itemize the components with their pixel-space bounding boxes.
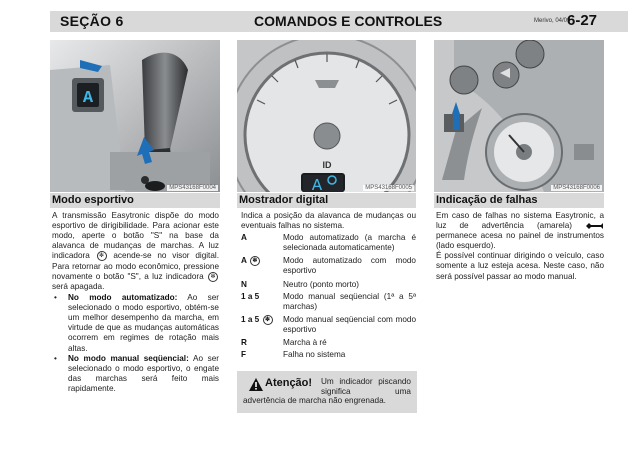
bullet-automated-title: No modo automatizado: [68,293,178,303]
row-key-group [241,315,274,325]
warning-text: Um indicador piscando significa uma advertência de marcha não engrenada. [243,377,411,406]
gear-indicator-icon: ✻ [97,251,107,261]
gear-indicator-icon: ✻ [208,272,218,282]
sport-text-b: acende-se no visor digital. Para retornar ao modo econômico, pressione novamente o botão "S", a luz indicadora [52,251,219,281]
warning-label: Atenção! [265,377,313,389]
failure-paragraph-1 [436,211,604,251]
row-value: Modo automatizado (a marcha é selecionada automaticamente) [283,233,416,253]
row-value: Modo manual seqüencial (1ª a 5ª marchas) [283,291,416,311]
row-value: Modo manual seqüencial com modo esportivo [283,314,416,334]
bullet-dot-icon: • [54,353,57,363]
figure-gear-lever [50,40,220,192]
revision-label: Merivo, 04/09 [534,18,571,24]
row-value: Neutro (ponto morto) [283,279,359,289]
sport-text-a: A transmissão Easytronic dispõe do modo esportivo de dirigibilidade. Para acionar este modo, aperte o botão "S" na base da alavanca de mudanças de marchas. A luz indicadora [52,211,219,261]
heading-digital-display: Mostrador digital [237,193,416,208]
display-intro: Indica a posição da alavanca de mudanças ou eventuais falhas no sistema. [241,211,416,231]
row-key: F [241,350,247,360]
gear-lever-illustration [50,40,220,192]
display-row [241,350,416,360]
warning-content [243,377,411,406]
figure-code: MPS43168F0006 [553,185,600,191]
heading-sport-mode: Modo esportivo [50,193,220,208]
failure-text-b: permanece acesa no painel de instrumentos (lado esquerdo). [436,231,604,251]
figure-failure-light [434,40,604,192]
figure-code: MPS43168F0005 [365,185,412,191]
row-key: 1 a 5 [241,315,260,325]
figure-digital-display [237,40,416,192]
row-value: Modo automatizado com modo esportivo [283,256,416,276]
display-row [241,280,416,290]
warning-triangle-icon [249,378,263,391]
display-row [241,256,416,276]
page-number: 6-27 [567,12,598,29]
cluster-display-char: A [311,177,323,192]
bullet-automated [52,293,219,354]
heading-failure-indication: Indicação de falhas [434,193,604,208]
chapter-title: COMANDOS E CONTROLES [254,13,443,29]
gear-indicator-icon: ✻ [250,256,260,266]
row-value: Marcha à ré [283,338,327,348]
warning-box [237,371,417,413]
sport-text-c: será apagada. [52,282,105,291]
page-header [50,11,628,32]
failure-text [436,211,604,282]
display-row [241,233,416,253]
row-value: Falha no sistema [283,350,346,360]
display-row [241,338,416,348]
warning-panel-illustration [434,40,604,192]
row-key: 1 a 5 [241,291,260,301]
wrench-icon [586,223,603,229]
bullet-automated-text: Ao ser selecionado o modo esportivo, obtém-se um melhor desempenho da marcha, em virtude de que as mudanças automáticas ocorrem em regimes de rotação mais altas. [68,293,219,353]
bullet-dot-icon: • [54,293,57,303]
row-key: N [241,279,247,289]
warning-label-block [243,377,321,393]
cluster-illustration [237,40,416,192]
row-key-group [241,256,261,266]
figure-code: MPS43168F0004 [169,185,216,191]
display-row [241,315,416,335]
section-label: SEÇÃO 6 [60,13,124,29]
failure-paragraph-2: É possível continuar dirigindo o veículo, caso somente a luz esteja acesa. Neste caso, não será possível passar ao modo manual. [436,251,604,281]
lever-display-char: A [82,89,94,108]
failure-text-a: Em caso de falhas no sistema Easytronic, a luz de advertência (amarela) [436,211,604,231]
sport-mode-text [52,211,219,394]
odometer-label: ID [322,160,332,170]
row-key: A [241,256,247,266]
bullet-manual [52,354,219,394]
digital-display-text [241,211,416,360]
display-row [241,292,416,312]
bullet-manual-text: Ao ser selecionado o modo esportivo, o engate das marchas será feito mais rapidamente. [68,353,220,393]
row-key: R [241,338,247,348]
gear-indicator-icon: ✻ [263,315,273,325]
row-key: A [241,233,247,243]
bullet-manual-title: No modo manual seqüencial: [68,353,189,363]
sport-mode-paragraph [52,211,219,292]
